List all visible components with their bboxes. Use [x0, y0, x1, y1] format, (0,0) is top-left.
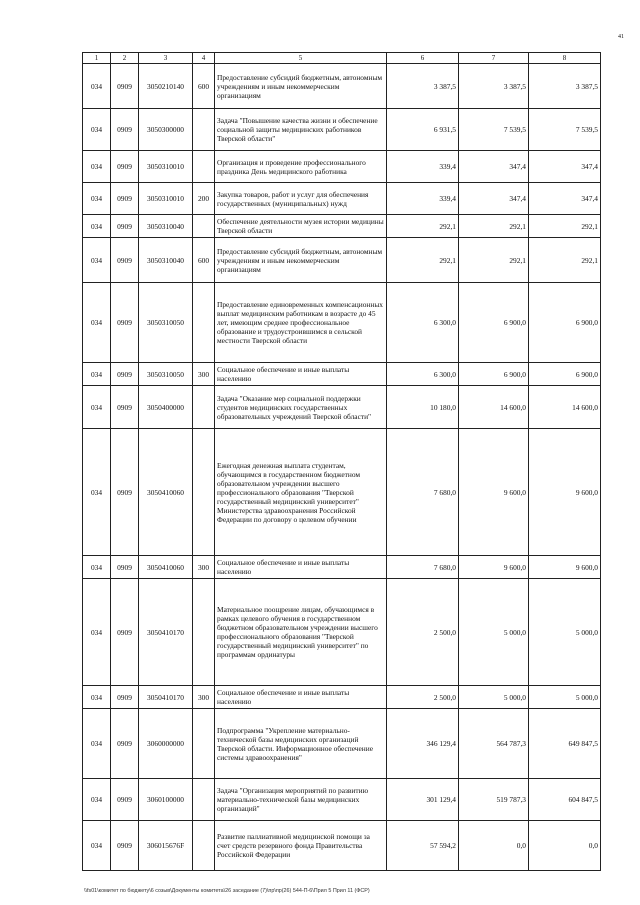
- table-cell-v1: 7 680,0: [387, 429, 459, 556]
- table-cell-target: 306015676F: [139, 821, 193, 871]
- table-cell-v1: 339,4: [387, 151, 459, 183]
- col-header: 2: [111, 53, 139, 64]
- table-row: [83, 821, 601, 871]
- table-cell-v2: 5 000,0: [459, 686, 529, 709]
- table-cell-v3: 292,1: [529, 238, 601, 283]
- table-cell-ministry: 034: [83, 238, 111, 283]
- table-cell-target: 3050310010: [139, 151, 193, 183]
- table-cell-type: 300: [193, 686, 215, 709]
- table-cell-desc: Предоставление субсидий бюджетным, автономным учреждениям и иным некоммерческим организациям: [215, 64, 387, 109]
- table-row: [83, 709, 601, 779]
- table-cell-ministry: 034: [83, 429, 111, 556]
- table-cell-type: 600: [193, 238, 215, 283]
- table-cell-ministry: 034: [83, 283, 111, 363]
- table-cell-v3: 6 900,0: [529, 363, 601, 386]
- table-cell-type: [193, 109, 215, 151]
- table-cell-section: 0909: [111, 238, 139, 283]
- table-cell-section: 0909: [111, 109, 139, 151]
- table-cell-v1: 301 129,4: [387, 779, 459, 821]
- table-cell-desc: Закупка товаров, работ и услуг для обеспечения государственных (муниципальных) нужд: [215, 183, 387, 215]
- table-cell-type: 200: [193, 183, 215, 215]
- table-cell-target: 3050310040: [139, 238, 193, 283]
- table-row: [83, 363, 601, 386]
- table-cell-target: 3050410060: [139, 556, 193, 579]
- table-cell-type: [193, 821, 215, 871]
- table-cell-section: 0909: [111, 183, 139, 215]
- table-cell-section: 0909: [111, 386, 139, 429]
- table-cell-v3: 9 600,0: [529, 429, 601, 556]
- table-cell-v2: 14 600,0: [459, 386, 529, 429]
- table-cell-ministry: 034: [83, 579, 111, 686]
- table-cell-ministry: 034: [83, 183, 111, 215]
- table-cell-section: 0909: [111, 821, 139, 871]
- table-cell-target: 3050400000: [139, 386, 193, 429]
- table-row: [83, 779, 601, 821]
- table-cell-target: 3050410170: [139, 686, 193, 709]
- budget-table: [82, 52, 601, 871]
- table-row: [83, 183, 601, 215]
- table-cell-v1: 292,1: [387, 215, 459, 238]
- table-cell-ministry: 034: [83, 151, 111, 183]
- table-cell-target: 3050310010: [139, 183, 193, 215]
- col-header: 3: [139, 53, 193, 64]
- table-row: [83, 64, 601, 109]
- table-cell-desc: Ежегодная денежная выплата студентам, обучающимся в государственном бюджетном образовательном учреждении высшего профессионального образования "Тверской государственный медицинский университет" Министерства здравоохранения Российской Федерации по договору о целевом обучении: [215, 429, 387, 556]
- table-row: [83, 686, 601, 709]
- table-cell-desc: Задача "Организация мероприятий по развитию материально-технической базы медицинских организаций": [215, 779, 387, 821]
- table-cell-section: 0909: [111, 709, 139, 779]
- table-cell-desc: Задача "Оказание мер социальной поддержки студентов медицинских государственных образовательных учреждений Тверской области": [215, 386, 387, 429]
- table-row: [83, 429, 601, 556]
- table-row: [83, 386, 601, 429]
- table-cell-v1: 57 594,2: [387, 821, 459, 871]
- table-cell-v2: 9 600,0: [459, 556, 529, 579]
- col-header: 1: [83, 53, 111, 64]
- table-cell-v2: 347,4: [459, 183, 529, 215]
- table-cell-type: 600: [193, 64, 215, 109]
- table-cell-type: [193, 579, 215, 686]
- table-cell-v2: 6 900,0: [459, 363, 529, 386]
- table-cell-ministry: 034: [83, 686, 111, 709]
- table-cell-target: 3060000000: [139, 709, 193, 779]
- table-cell-v1: 346 129,4: [387, 709, 459, 779]
- table-cell-v3: 347,4: [529, 151, 601, 183]
- table-cell-type: [193, 151, 215, 183]
- table-cell-target: 3050310040: [139, 215, 193, 238]
- table-cell-v1: 7 680,0: [387, 556, 459, 579]
- table-cell-v3: 3 387,5: [529, 64, 601, 109]
- table-cell-v2: 6 900,0: [459, 283, 529, 363]
- table-cell-section: 0909: [111, 429, 139, 556]
- table-cell-v3: 7 539,5: [529, 109, 601, 151]
- table-cell-v1: 10 180,0: [387, 386, 459, 429]
- table-cell-v2: 7 539,5: [459, 109, 529, 151]
- table-cell-section: 0909: [111, 151, 139, 183]
- table-cell-desc: Обеспечение деятельности музея истории медицины Тверской области: [215, 215, 387, 238]
- table-cell-target: 3050410060: [139, 429, 193, 556]
- table-cell-v2: 519 787,3: [459, 779, 529, 821]
- table-cell-section: 0909: [111, 215, 139, 238]
- table-cell-v1: 339,4: [387, 183, 459, 215]
- table-cell-section: 0909: [111, 556, 139, 579]
- table-cell-desc: Развитие паллиативной медицинской помощи за счет средств резервного фонда Правительства Российской Федерации: [215, 821, 387, 871]
- table-cell-desc: Подпрограмма "Укрепление материально-технической базы медицинских организаций Тверской области. Информационное обеспечение системы здравоохранения": [215, 709, 387, 779]
- table-cell-ministry: 034: [83, 821, 111, 871]
- table-cell-target: 3050310050: [139, 363, 193, 386]
- table-cell-ministry: 034: [83, 64, 111, 109]
- table-cell-v2: 5 000,0: [459, 579, 529, 686]
- table-cell-desc: Материальное поощрение лицам, обучающимся в рамках целевого обучения в государственном бюджетном образовательном учреждении высшего профессионального образования "Тверской государственный медицинский университет" по программам ординатуры: [215, 579, 387, 686]
- table-cell-ministry: 034: [83, 386, 111, 429]
- table-cell-v2: 3 387,5: [459, 64, 529, 109]
- table-cell-type: [193, 386, 215, 429]
- table-cell-type: [193, 429, 215, 556]
- page-number: 41: [618, 34, 624, 40]
- table-cell-type: [193, 283, 215, 363]
- table-cell-v1: 2 500,0: [387, 686, 459, 709]
- table-row: [83, 109, 601, 151]
- table-cell-desc: Социальное обеспечение и иные выплаты населению: [215, 686, 387, 709]
- col-header: 4: [193, 53, 215, 64]
- table-cell-ministry: 034: [83, 779, 111, 821]
- table-cell-v3: 292,1: [529, 215, 601, 238]
- table-cell-section: 0909: [111, 579, 139, 686]
- table-cell-v3: 604 847,5: [529, 779, 601, 821]
- table-cell-section: 0909: [111, 283, 139, 363]
- table-cell-type: [193, 215, 215, 238]
- col-header: 6: [387, 53, 459, 64]
- table-row: [83, 151, 601, 183]
- table-cell-v3: 5 000,0: [529, 686, 601, 709]
- table-cell-v1: 6 300,0: [387, 363, 459, 386]
- table-cell-v1: 292,1: [387, 238, 459, 283]
- table-row: [83, 579, 601, 686]
- table-cell-target: 3060100000: [139, 779, 193, 821]
- table-row: [83, 556, 601, 579]
- table-cell-type: [193, 779, 215, 821]
- table-row: [83, 238, 601, 283]
- table-cell-v2: 292,1: [459, 238, 529, 283]
- table-cell-ministry: 034: [83, 556, 111, 579]
- table-row: [83, 215, 601, 238]
- table-cell-v1: 3 387,5: [387, 64, 459, 109]
- table-cell-desc: Задача "Повышение качества жизни и обеспечение социальной защиты медицинских работников Тверской области": [215, 109, 387, 151]
- table-cell-target: 3050310050: [139, 283, 193, 363]
- table-cell-v2: 292,1: [459, 215, 529, 238]
- table-cell-ministry: 034: [83, 709, 111, 779]
- table-cell-v1: 6 300,0: [387, 283, 459, 363]
- table-cell-v3: 14 600,0: [529, 386, 601, 429]
- table-cell-v3: 9 600,0: [529, 556, 601, 579]
- col-header: 7: [459, 53, 529, 64]
- table-cell-desc: Предоставление единовременных компенсационных выплат медицинским работникам в возрасте до 45 лет, имеющим среднее профессиональное образование и трудоустроившимся в сельской местности Тверской области: [215, 283, 387, 363]
- table-row: [83, 283, 601, 363]
- table-cell-v2: 564 787,3: [459, 709, 529, 779]
- table-cell-target: 3050300000: [139, 109, 193, 151]
- table-cell-v2: 0,0: [459, 821, 529, 871]
- table-cell-ministry: 034: [83, 215, 111, 238]
- table-cell-section: 0909: [111, 686, 139, 709]
- table-cell-v1: 6 931,5: [387, 109, 459, 151]
- table-cell-desc: Организация и проведение профессионального праздника День медицинского работника: [215, 151, 387, 183]
- table-cell-section: 0909: [111, 363, 139, 386]
- table-cell-section: 0909: [111, 64, 139, 109]
- table-cell-desc: Социальное обеспечение и иные выплаты населению: [215, 556, 387, 579]
- table-header-row: [83, 53, 601, 64]
- table-cell-v3: 649 847,5: [529, 709, 601, 779]
- file-path-footer: \\fs01\комитет по бюджету\6 созыв\Документы комитета\26 заседание (7)\пр\пр(26) 544-П-6\Прил 5 Прил 11 (ФСР): [84, 888, 370, 894]
- table-cell-type: [193, 709, 215, 779]
- col-header: 8: [529, 53, 601, 64]
- table-cell-section: 0909: [111, 779, 139, 821]
- table-cell-v3: 0,0: [529, 821, 601, 871]
- table-cell-v3: 347,4: [529, 183, 601, 215]
- table-cell-target: 3050410170: [139, 579, 193, 686]
- table-cell-v1: 2 500,0: [387, 579, 459, 686]
- table-cell-v2: 9 600,0: [459, 429, 529, 556]
- col-header: 5: [215, 53, 387, 64]
- table-cell-desc: Социальное обеспечение и иные выплаты населению: [215, 363, 387, 386]
- table-cell-type: 300: [193, 556, 215, 579]
- table-cell-target: 3050210140: [139, 64, 193, 109]
- table-cell-ministry: 034: [83, 109, 111, 151]
- table-cell-type: 300: [193, 363, 215, 386]
- table-cell-v3: 6 900,0: [529, 283, 601, 363]
- table-cell-v3: 5 000,0: [529, 579, 601, 686]
- table-cell-desc: Предоставление субсидий бюджетным, автономным учреждениям и иным некоммерческим организациям: [215, 238, 387, 283]
- table-cell-v2: 347,4: [459, 151, 529, 183]
- table-cell-ministry: 034: [83, 363, 111, 386]
